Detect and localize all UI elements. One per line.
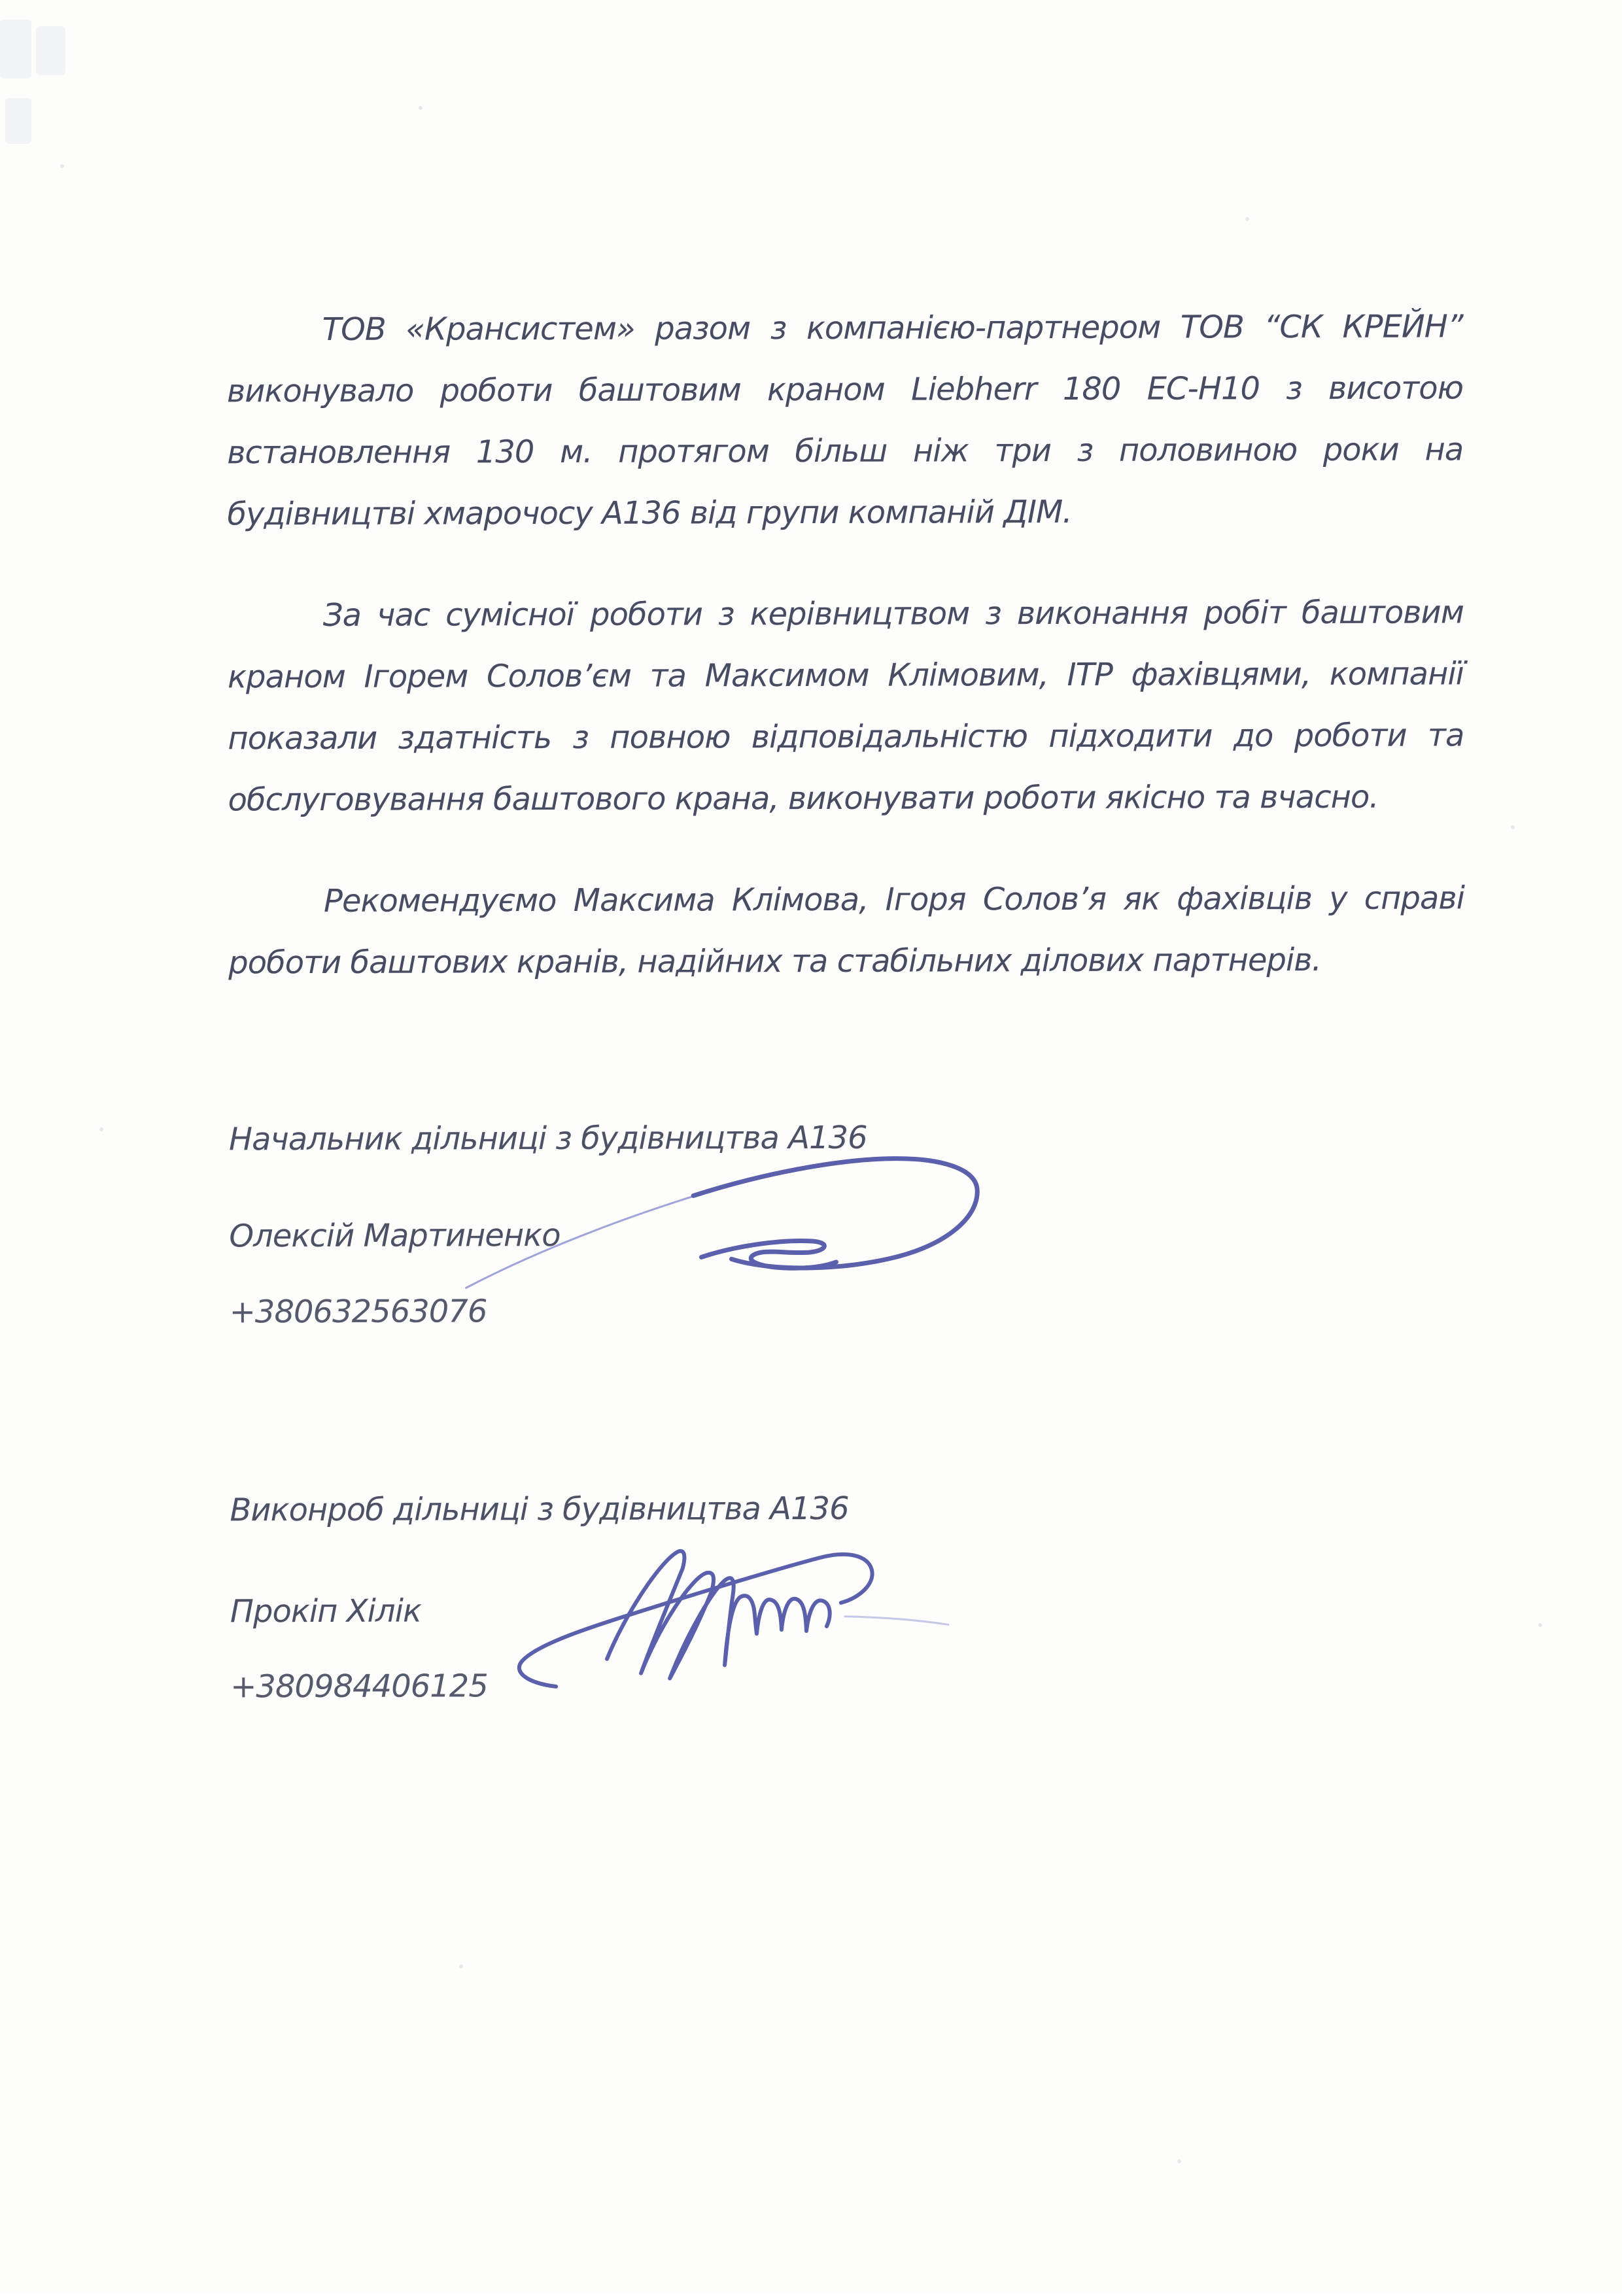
paragraph-line: ТОВ «Крансистем» разом з компанією-партнером ТОВ “СК КРЕЙН” — [322, 308, 1463, 348]
paragraph-line: показали здатність з повною відповідальністю підходити до роботи та — [228, 717, 1464, 757]
paragraph-line: Рекомендуємо Максима Клімова, Ігоря Солов’я як фахівців у справі — [323, 880, 1465, 919]
paragraph-line: За час сумісної роботи з керівництвом з виконання робіт баштовим — [322, 594, 1464, 634]
signature-loop-stroke — [701, 1241, 836, 1268]
signatory1-name: Олексій Мартиненко — [229, 1217, 561, 1255]
paragraph-2 — [228, 581, 1464, 831]
signatory1-phone: +380632563076 — [229, 1293, 487, 1331]
signatory2-phone: +380984406125 — [230, 1668, 488, 1705]
paragraph-line: виконувало роботи баштовим краном Liebherr 180 EC-H10 з висотою — [226, 369, 1464, 410]
paragraph-line: краном Ігорем Солов’єм та Максимом Клімовим, ІТР фахівцями, компанії — [228, 655, 1464, 696]
signature-khilik-icon — [519, 1551, 948, 1687]
paragraph-line: встановлення 130 м. протягом більш ніж три з половиною роки на — [227, 431, 1464, 471]
signatory2-name: Прокіп Хілік — [230, 1592, 422, 1630]
paragraph-1 — [227, 296, 1464, 545]
signature-underline-stroke — [519, 1554, 872, 1687]
paragraph-line: будівництві хмарочосу А136 від групи компаній ДІМ. — [227, 493, 1072, 533]
signatory2-title: Виконроб дільниці з будівництва А136 — [230, 1490, 849, 1529]
paragraph-line: обслуговування баштового крана, виконувати роботи якісно та вчасно. — [228, 778, 1379, 819]
paragraph-line: роботи баштових кранів, надійних та стабільних ділових партнерів. — [228, 941, 1321, 982]
signature-zigzag-stroke — [607, 1551, 830, 1679]
signature-fade-stroke — [845, 1616, 948, 1624]
signatory1-title: Начальник дільниці з будівництва А136 — [228, 1119, 867, 1158]
signature-main-stroke — [693, 1158, 977, 1268]
paragraph-3 — [228, 867, 1464, 993]
letter-body — [227, 296, 1465, 993]
